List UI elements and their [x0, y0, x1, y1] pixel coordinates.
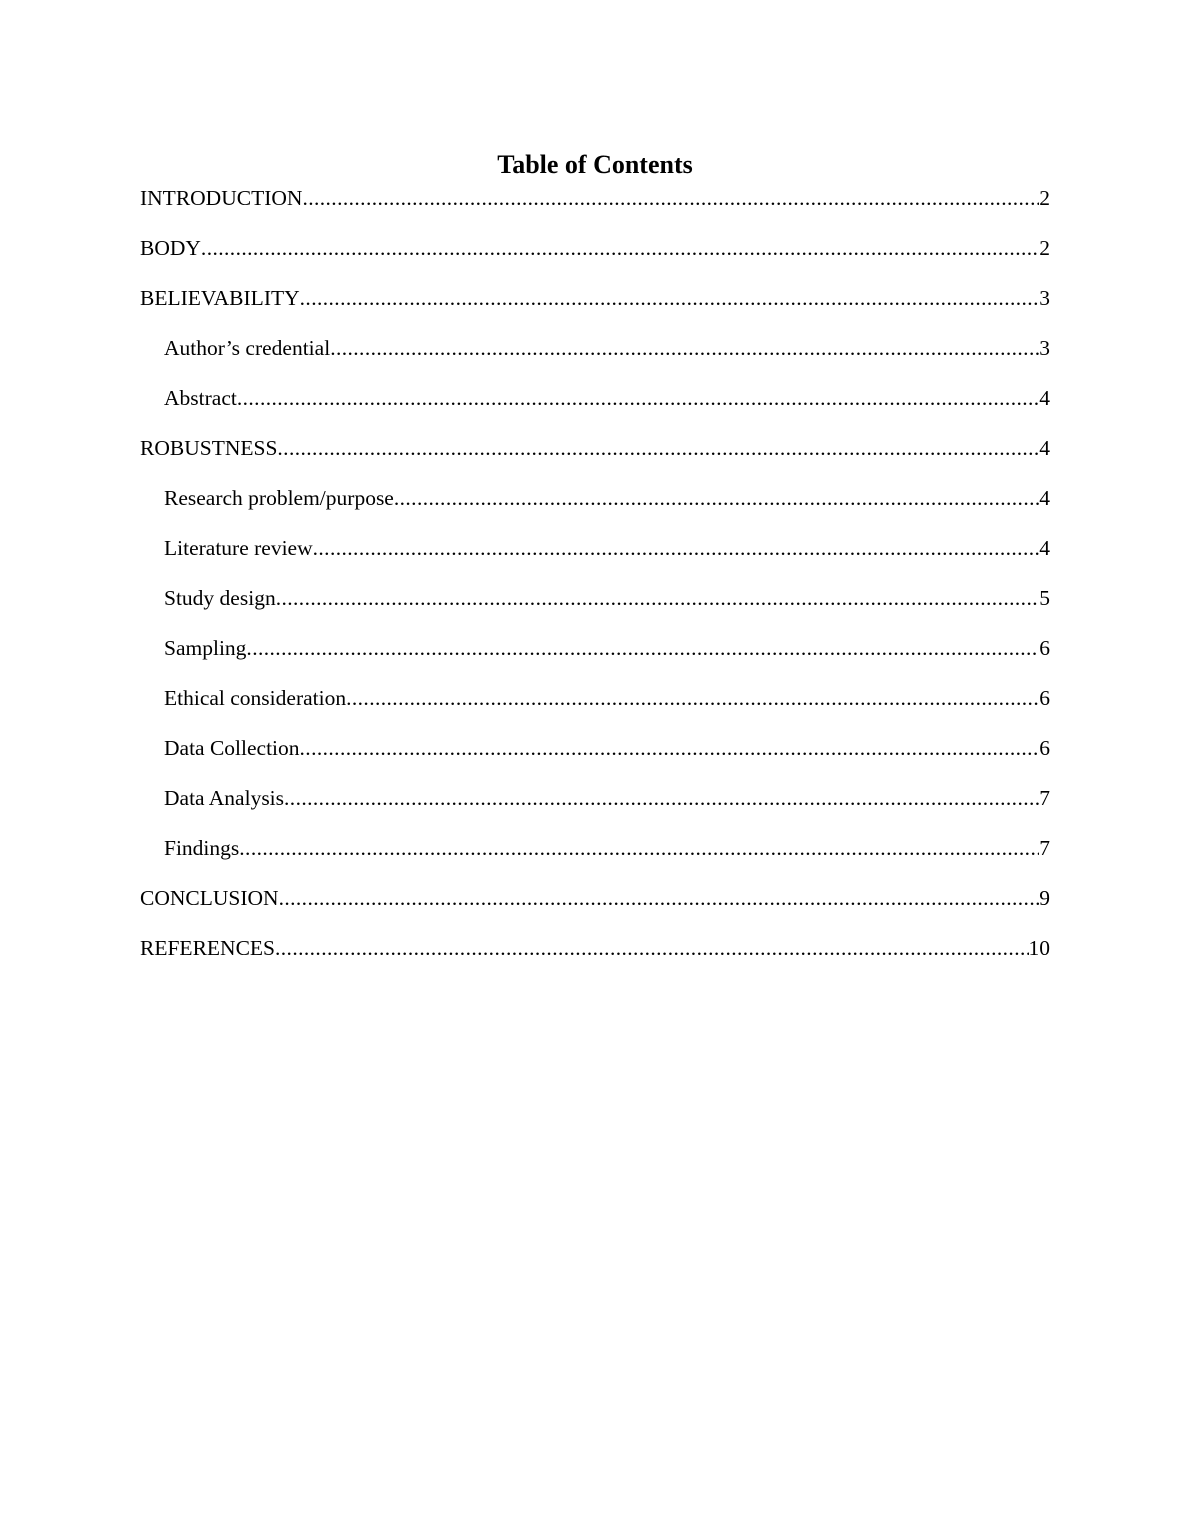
toc-entry-page: 6 — [1039, 736, 1050, 760]
toc-entry-research-problem[interactable] — [140, 481, 1050, 531]
toc-dot-leader — [394, 481, 1039, 515]
toc-entry-label: Data Collection — [164, 736, 300, 760]
toc-entry-abstract[interactable] — [140, 381, 1050, 431]
toc-dot-leader — [237, 381, 1039, 415]
toc-entry-page: 6 — [1039, 636, 1050, 660]
toc-entry-sampling[interactable] — [140, 631, 1050, 681]
toc-dot-leader — [275, 931, 1029, 965]
toc-entry-page: 6 — [1039, 686, 1050, 710]
toc-entry-label: Literature review — [164, 536, 313, 560]
toc-title: Table of Contents — [497, 150, 693, 179]
toc-entry-page: 7 — [1039, 786, 1050, 810]
toc-entry-label: Research problem/purpose — [164, 486, 394, 510]
toc-dot-leader — [300, 281, 1040, 315]
toc-dot-leader — [284, 781, 1039, 815]
toc-entry-label: ROBUSTNESS — [140, 436, 278, 460]
toc-entry-findings[interactable] — [140, 831, 1050, 881]
toc-entry-robustness[interactable] — [140, 431, 1050, 481]
toc-dot-leader — [201, 231, 1039, 265]
toc-list — [140, 181, 1050, 981]
toc-entry-label: Data Analysis — [164, 786, 285, 810]
toc-dot-leader — [313, 531, 1040, 565]
toc-dot-leader — [246, 631, 1039, 665]
toc-entry-label: Abstract — [164, 386, 237, 410]
toc-dot-leader — [239, 831, 1039, 865]
toc-entry-page: 7 — [1039, 836, 1050, 860]
toc-entry-data-collection[interactable] — [140, 731, 1050, 781]
toc-entry-label: Ethical consideration — [164, 686, 347, 710]
toc-entry-page: 4 — [1039, 536, 1050, 560]
toc-entry-page: 3 — [1039, 286, 1050, 310]
toc-dot-leader — [279, 881, 1040, 915]
toc-entry-label: Study design — [164, 586, 276, 610]
toc-entry-literature-review[interactable] — [140, 531, 1050, 581]
toc-dot-leader — [277, 431, 1039, 465]
toc-dot-leader — [300, 731, 1040, 765]
toc-entry-study-design[interactable] — [140, 581, 1050, 631]
toc-entry-page: 4 — [1039, 436, 1050, 460]
toc-entry-page: 9 — [1039, 886, 1050, 910]
toc-entry-page: 4 — [1039, 386, 1050, 410]
toc-dot-leader — [330, 331, 1039, 365]
toc-entry-label: Author’s credential — [164, 336, 331, 360]
toc-dot-leader — [276, 581, 1040, 615]
toc-entry-label: BODY — [140, 236, 201, 260]
toc-entry-conclusion[interactable] — [140, 881, 1050, 931]
toc-entry-page: 2 — [1039, 186, 1050, 210]
toc-entry-page: 4 — [1039, 486, 1050, 510]
toc-entry-label: INTRODUCTION — [140, 186, 303, 210]
toc-dot-leader — [302, 181, 1039, 215]
toc-entry-label: BELIEVABILITY — [140, 286, 300, 310]
toc-entry-data-analysis[interactable] — [140, 781, 1050, 831]
toc-entry-page: 10 — [1028, 936, 1050, 960]
toc-entry-references[interactable] — [140, 931, 1050, 981]
toc-entry-ethical-consideration[interactable] — [140, 681, 1050, 731]
toc-entry-body[interactable] — [140, 231, 1050, 281]
toc-entry-label: CONCLUSION — [140, 886, 279, 910]
toc-entry-believability[interactable] — [140, 281, 1050, 331]
toc-entry-label: Findings — [164, 836, 240, 860]
toc-dot-leader — [346, 681, 1039, 715]
toc-entry-page: 3 — [1039, 336, 1050, 360]
toc-entry-introduction[interactable] — [140, 181, 1050, 231]
toc-entry-page: 2 — [1039, 236, 1050, 260]
toc-entry-authors-credential[interactable] — [140, 331, 1050, 381]
toc-entry-label: Sampling — [164, 636, 247, 660]
toc-entry-page: 5 — [1039, 586, 1050, 610]
toc-entry-label: REFERENCES — [140, 936, 275, 960]
